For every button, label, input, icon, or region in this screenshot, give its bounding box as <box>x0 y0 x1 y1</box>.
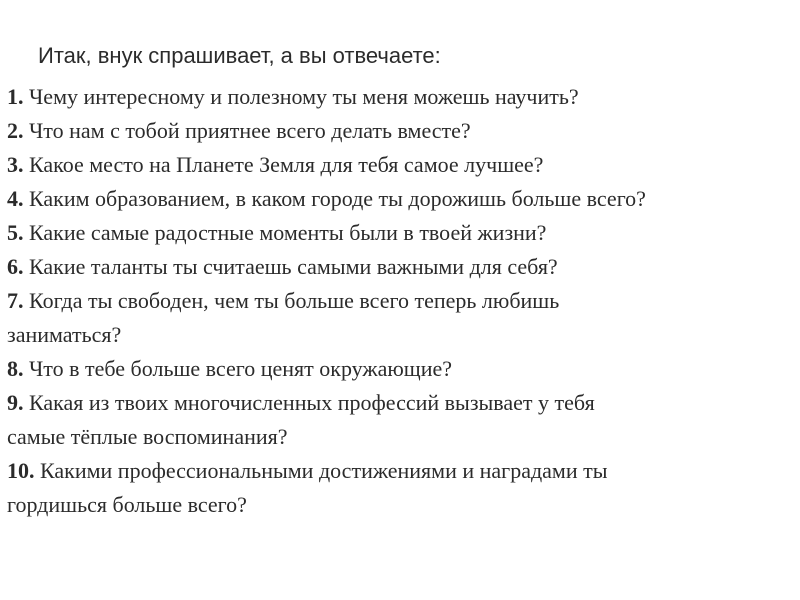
question-line-continued: гордишься больше всего? <box>7 492 247 517</box>
question-line <box>7 250 793 284</box>
question-number: 6. <box>7 254 24 279</box>
question-item <box>7 148 793 182</box>
question-number: 8. <box>7 356 24 381</box>
question-text: Какая из твоих многочисленных профессий вызывает у тебя <box>29 390 595 415</box>
question-item <box>7 386 793 454</box>
question-text: Чему интересному и полезному ты меня можешь научить? <box>29 84 579 109</box>
question-line <box>7 386 793 420</box>
question-text: Какое место на Планете Земля для тебя самое лучшее? <box>29 152 544 177</box>
question-text: Какие самые радостные моменты были в твоей жизни? <box>29 220 547 245</box>
question-text: Какими профессиональными достижениями и наградами ты <box>40 458 608 483</box>
question-line <box>7 352 793 386</box>
slide-heading: Итак, внук спрашивает, а вы отвечаете: <box>38 43 441 68</box>
question-line <box>7 148 793 182</box>
question-number: 10. <box>7 458 35 483</box>
question-line <box>7 454 793 488</box>
question-item <box>7 352 793 386</box>
question-item <box>7 454 793 522</box>
question-text: Что нам с тобой приятнее всего делать вместе? <box>29 118 471 143</box>
question-item <box>7 80 793 114</box>
question-line <box>7 80 793 114</box>
question-number: 3. <box>7 152 24 177</box>
question-line <box>7 284 793 318</box>
question-number: 4. <box>7 186 24 211</box>
question-line <box>7 182 793 216</box>
question-text: Какие таланты ты считаешь самыми важными для себя? <box>29 254 558 279</box>
question-line-continued: заниматься? <box>7 322 122 347</box>
question-number: 7. <box>7 288 24 313</box>
question-text: Что в тебе больше всего ценят окружающие? <box>29 356 453 381</box>
question-line <box>7 114 793 148</box>
question-number: 9. <box>7 390 24 415</box>
question-number: 2. <box>7 118 24 143</box>
question-text: Когда ты свободен, чем ты больше всего теперь любишь <box>29 288 560 313</box>
question-item <box>7 284 793 352</box>
question-number: 5. <box>7 220 24 245</box>
question-item <box>7 216 793 250</box>
question-line-continued: самые тёплые воспоминания? <box>7 424 288 449</box>
question-number: 1. <box>7 84 24 109</box>
question-item <box>7 250 793 284</box>
question-item <box>7 114 793 148</box>
question-text: Каким образованием, в каком городе ты дорожишь больше всего? <box>29 186 646 211</box>
question-line <box>7 216 793 250</box>
question-item <box>7 182 793 216</box>
question-list <box>7 80 793 522</box>
